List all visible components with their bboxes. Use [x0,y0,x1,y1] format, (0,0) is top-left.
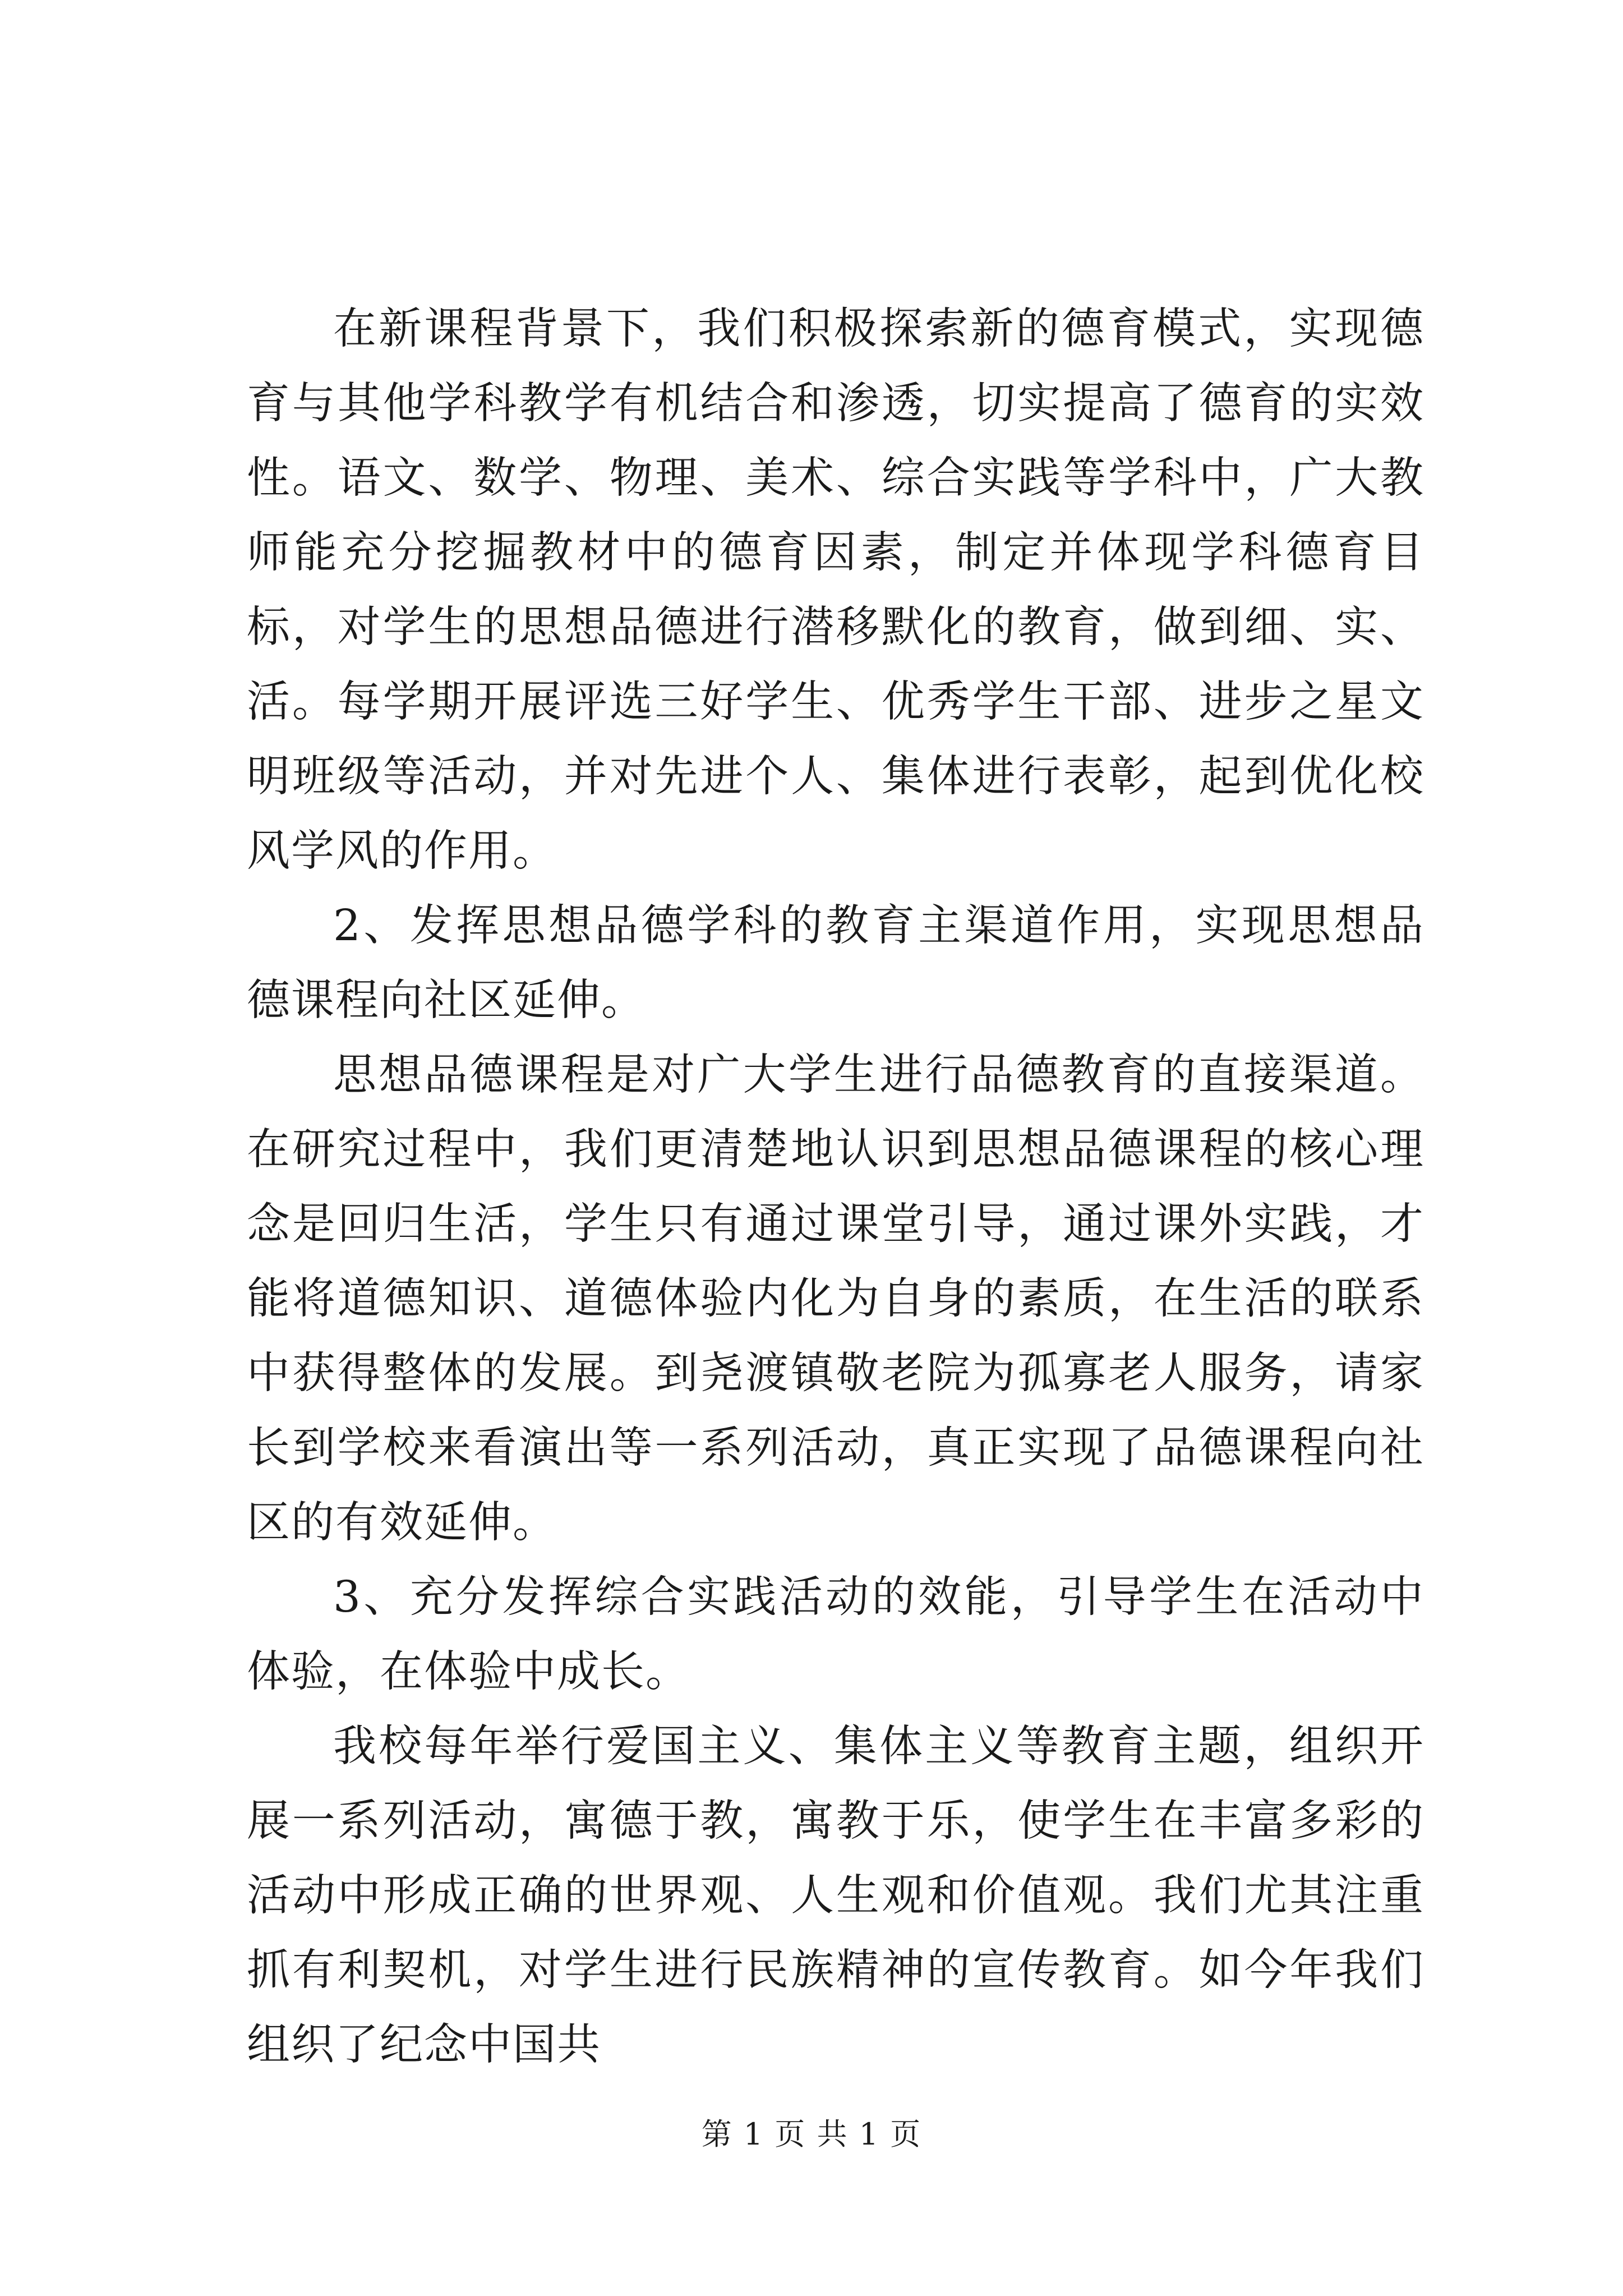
paragraph-heading-2: 2、发挥思想品德学科的教育主渠道作用，实现思想品德课程向社区延伸。 [247,901,1424,1025]
paragraph-moral-education-integration: 在新课程背景下，我们积极探索新的德育模式，实现德育与其他学科教学有机结合和渗透，切实提高了德育的实效性。语文、数学、物理、美术、综合实践等学科中，广大教师能充分挖掘教材中的德育因素，制定并体现学科德育目标，对学生的思想品德进行潜移默化的教育，做到细、实、活。每学期开展评选三好学生、优秀学生干部、进步之星文明班级等活动，并对先进个人、集体进行表彰，起到优化校风学风的作用。 [247,304,1424,876]
paragraph-heading-3: 3、充分发挥综合实践活动的效能，引导学生在活动中体验，在体验中成长。 [247,1572,1424,1697]
document-body [247,292,1424,2082]
page-footer: 第 1 页 共 1 页 [701,2116,922,2152]
paragraph-ideology-course: 思想品德课程是对广大学生进行品德教育的直接渠道。在研究过程中，我们更清楚地认识到思想品德课程的核心理念是回归生活，学生只有通过课堂引导，通过课外实践，才能将道德知识、道德体验内化为自身的素质，在生活的联系中获得整体的发展。到尧渡镇敬老院为孤寡老人服务，请家长到学校来看演出等一系列活动，真正实现了品德课程向社区的有效延伸。 [247,1050,1424,1548]
paragraph-school-activities: 我校每年举行爱国主义、集体主义等教育主题，组织开展一系列活动，寓德于教，寓教于乐，使学生在丰富多彩的活动中形成正确的世界观、人生观和价值观。我们尤其注重抓有利契机，对学生进行民族精神的宣传教育。如今年我们组织了纪念中国共 [247,1722,1424,2070]
